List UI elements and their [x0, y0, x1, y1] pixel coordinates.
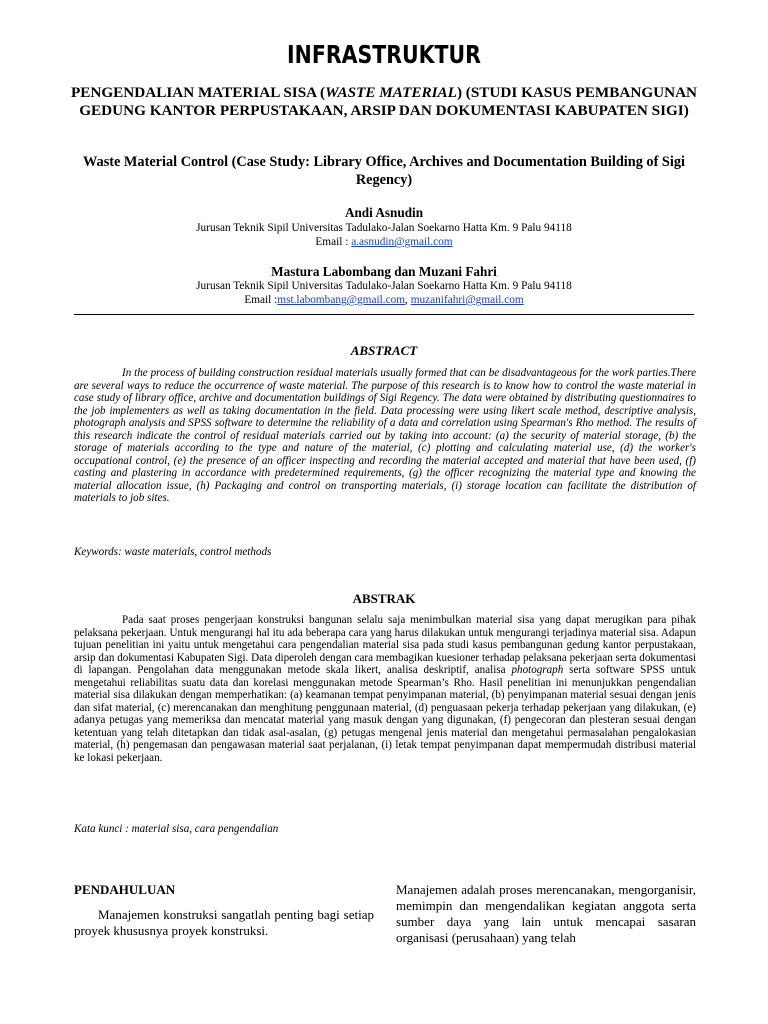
abstrak-text: [74, 614, 696, 764]
abstrak-heading: ABSTRAK: [352, 591, 416, 606]
intro-right-column: Manajemen adalah proses merencanakan, mengorganisir, memimpin dan mengendalikan kegiatan anggota serta sumber daya yang lain untuk mencapai sasaran organisasi (perusahaan) yang telah: [396, 882, 696, 945]
title-id-part2: ) (STUDI KASUS PEMBANGUNAN GEDUNG KANTOR PERPUSTAKAAN, ARSIP DAN DOKUMENTASI KABUPATEN SIGI): [79, 84, 698, 119]
author-1-name: Andi Asnudin: [344, 205, 424, 220]
abstract-english-text: In the process of building construction residual materials usually formed that can be disadvantageous for the work parties.There are several ways to reduce the occurrence of waste material. The purpose of this research is to know how to control the waste material in case study of library office, archive and documentation buildings of Sigi Regency. The data were obtained by distributing questionnaires to the job implementers as well as taking documentation in the field. Data processing were using likert scale method, descriptive analysis, photograph analysis and SPSS software to determine the reliability of a data and correlation using Spearman's Rho method. The results of this research indicate the control of residual materials carried out by taking into account: (a) the security of material storage, (b) the storage of materials according to the type and nature of the material, (c) plotting and calculating material use, (d) the worker's occupational control, (e) the presence of an officer inspecting and recording the material accepted and material that have been used, (f) casting and plastering in accordance with predetermined requirements, (g) the officer recognizing the material type and knowing the material allocation issue, (h) Packaging and control on transporting materials, (i) storage location can facilitate the distribution of materials to job sites.: [74, 367, 696, 504]
intro-left-text: Manajemen konstruksi sangatlah penting bagi setiap proyek khususnya proyek konstruksi.: [74, 907, 374, 938]
author-2-affiliation: Jurusan Teknik Sipil Universitas Tadulako-Jalan Soekarno Hatta Km. 9 Palu 94118: [196, 280, 572, 292]
title-indonesian: [70, 84, 698, 120]
keywords-indonesian: Kata kunci : material sisa, cara pengendalian: [74, 823, 279, 835]
abstrak-text-before: Pada saat proses pengerjaan konstruksi bangunan selalu saja menimbulkan material sisa yang dapat merugikan para pihak pelaksana pekerjaan. Untuk mengurangi hal itu ada beberapa cara yang harus dilakukan untuk mengurangi terjadinya material sisa. Adapun tujuan penelitian ini yaitu untuk mengetahui cara pengendalian material sisa pada studi kasus pembangunan gedung kantor perpustakaan, arsip dan dokumentasi Kabupaten Sigi. Data diperoleh dengan cara membagikan kuesioner terhadap pelaksana pekerjaan serta dokumentasi di lapangan. Pengolahan data menggunakan metode skala likert, analisa deskriptif, analisa: [74, 614, 696, 676]
author-1-email-line: [70, 235, 698, 249]
author-1-affiliation: Jurusan Teknik Sipil Universitas Tadulako-Jalan Soekarno Hatta Km. 9 Palu 94118: [196, 222, 572, 234]
abstrak-text-after: serta software SPSS untuk mengetahui reliabilitas suatu data dan korelasi menggunakan metode Spearman’s Rho. Hasil penelitian ini menunjukkan pengendalian material sisa dilakukan dengan memperhatikan: (a) keamanan tempat penyimpanan material, (b) penyimpanan material sesuai dengan jenis dan sifat material, (c) merencanakan dan menghitung penggunaan material, (d) penguasaan pekerja terhadap pekerjaan yang dilakukan, (e) adanya petugas yang memeriksa dan mencatat material yang masuk dengan yang digunakan, (f) pengecoran dan plesteran sesuai dengan ketentuan yang telah ditetapkan dan tidak asal-asalan, (g) petugas mengenal jenis material dan mengetahui permasalahan pengalokasian material, (h) pengemasan dan pengawasan material saat perjalanan, (i) letak tempat penyimpanan dapat mempermudah distribusi material ke lokasi pekerjaan.: [74, 664, 696, 764]
email-label: Email :: [244, 294, 278, 306]
intro-heading: PENDAHULUAN: [74, 882, 176, 897]
abstract-heading: ABSTRACT: [350, 343, 418, 358]
author-2-email-link-1[interactable]: mst.labombang@gmail.com: [277, 294, 406, 306]
header-divider: [74, 314, 694, 315]
author-1-email-link[interactable]: a.asnudin@gmail.com: [351, 236, 453, 248]
title-english: Waste Material Control (Case Study: Library Office, Archives and Documentation Building of Sigi Regency): [83, 154, 685, 188]
keywords-english: Keywords: waste materials, control methods: [74, 546, 272, 558]
author-2-email-line: [70, 293, 698, 307]
author-2-email-link-2[interactable]: muzanifahri@gmail.com: [410, 294, 524, 306]
intro-left-column: [74, 882, 374, 939]
email-separator: ,: [405, 294, 411, 306]
abstrak-text-italic: photograph: [511, 664, 564, 676]
journal-name: INFRASTRUKTUR: [287, 40, 481, 69]
email-label: Email :: [315, 236, 352, 248]
author-2-name: Mastura Labombang dan Muzani Fahri: [271, 264, 497, 279]
title-id-part1: PENGENDALIAN MATERIAL SISA (: [70, 84, 326, 101]
title-id-italic: WASTE MATERIAL: [325, 84, 457, 101]
